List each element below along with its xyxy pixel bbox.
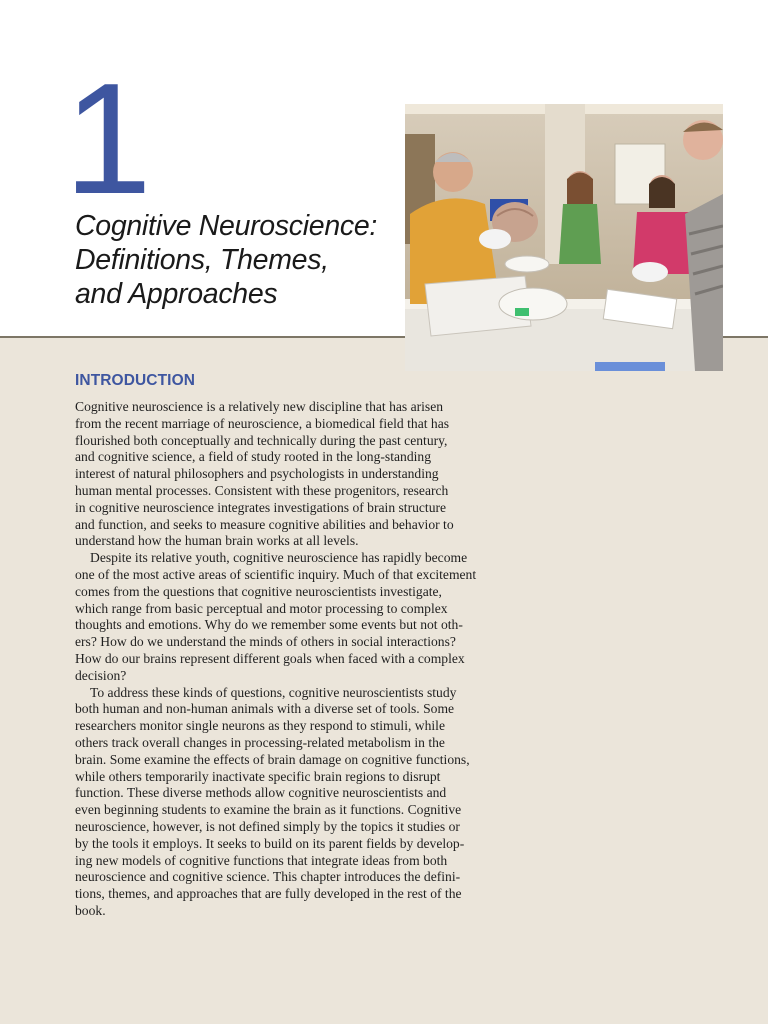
body-line: decision? [75, 667, 127, 683]
body-line: ing new models of cognitive functions that integrate ideas from both [75, 852, 448, 868]
body-line: flourished both conceptually and technically during the past century, [75, 432, 448, 448]
chapter-title [75, 209, 405, 311]
body-line: and function, and seeks to measure cognitive abilities and behavior to [75, 516, 454, 532]
body-line: interest of natural philosophers and psychologists in understanding [75, 466, 439, 482]
body-line: others track overall changes in processing-related metabolism in the [75, 734, 445, 750]
chapter-title-line: and Approaches [75, 278, 278, 310]
body-line: even beginning students to examine the brain as it functions. Cognitive [75, 802, 462, 818]
body-line: which range from basic perceptual and motor processing to complex [75, 600, 448, 616]
body-line: by the tools it employs. It seeks to build on its parent fields by develop- [75, 835, 465, 851]
body-line: and cognitive science, a field of study rooted in the long-standing [75, 449, 431, 465]
body-line: both human and non-human animals with a diverse set of tools. Some [75, 701, 455, 717]
body-line: How do our brains represent different goals when faced with a complex [75, 650, 465, 666]
body-line: ers? How do we understand the minds of others in social interactions? [75, 634, 456, 650]
body-line: tions, themes, and approaches that are fully developed in the rest of the [75, 886, 462, 902]
chapter-title-line: Definitions, Themes, [75, 244, 329, 276]
body-line: Despite its relative youth, cognitive neuroscience has rapidly become [90, 550, 468, 566]
body-line: one of the most active areas of scientific inquiry. Much of that excitement [75, 566, 477, 582]
lab-photo [405, 104, 723, 371]
lab-photo-illustration [405, 104, 723, 371]
chapter-title-line: Cognitive Neuroscience: [75, 210, 378, 242]
body-line: brain. Some examine the effects of brain damage on cognitive functions, [75, 751, 470, 767]
body-line: from the recent marriage of neuroscience, a biomedical field that has [75, 415, 450, 431]
body-line: book. [75, 902, 106, 918]
body-line: human mental processes. Consistent with these progenitors, research [75, 482, 449, 498]
body-line: neuroscience and cognitive science. This chapter introduces the defini- [75, 869, 461, 885]
body-text [75, 399, 515, 920]
body-line: researchers monitor single neurons as they respond to stimuli, while [75, 718, 445, 734]
chapter-number: 1 [64, 51, 146, 227]
body-line: Cognitive neuroscience is a relatively new discipline that has arisen [75, 399, 444, 414]
body-line: in cognitive neuroscience integrates investigations of brain structure [75, 499, 447, 515]
body-line: comes from the questions that cognitive neuroscientists investigate, [75, 583, 442, 599]
body-line: To address these kinds of questions, cognitive neuroscientists study [90, 684, 457, 700]
section-heading: INTRODUCTION [75, 372, 196, 389]
body-line: neuroscience, however, is not defined simply by the topics it studies or [75, 818, 460, 834]
body-line: while others temporarily inactivate specific brain regions to disrupt [75, 768, 441, 784]
body-line: thoughts and emotions. Why do we remember some events but not oth- [75, 617, 463, 633]
body-line: understand how the human brain works at all levels. [75, 533, 359, 549]
body-line: function. These diverse methods allow cognitive neuroscientists and [75, 785, 447, 801]
